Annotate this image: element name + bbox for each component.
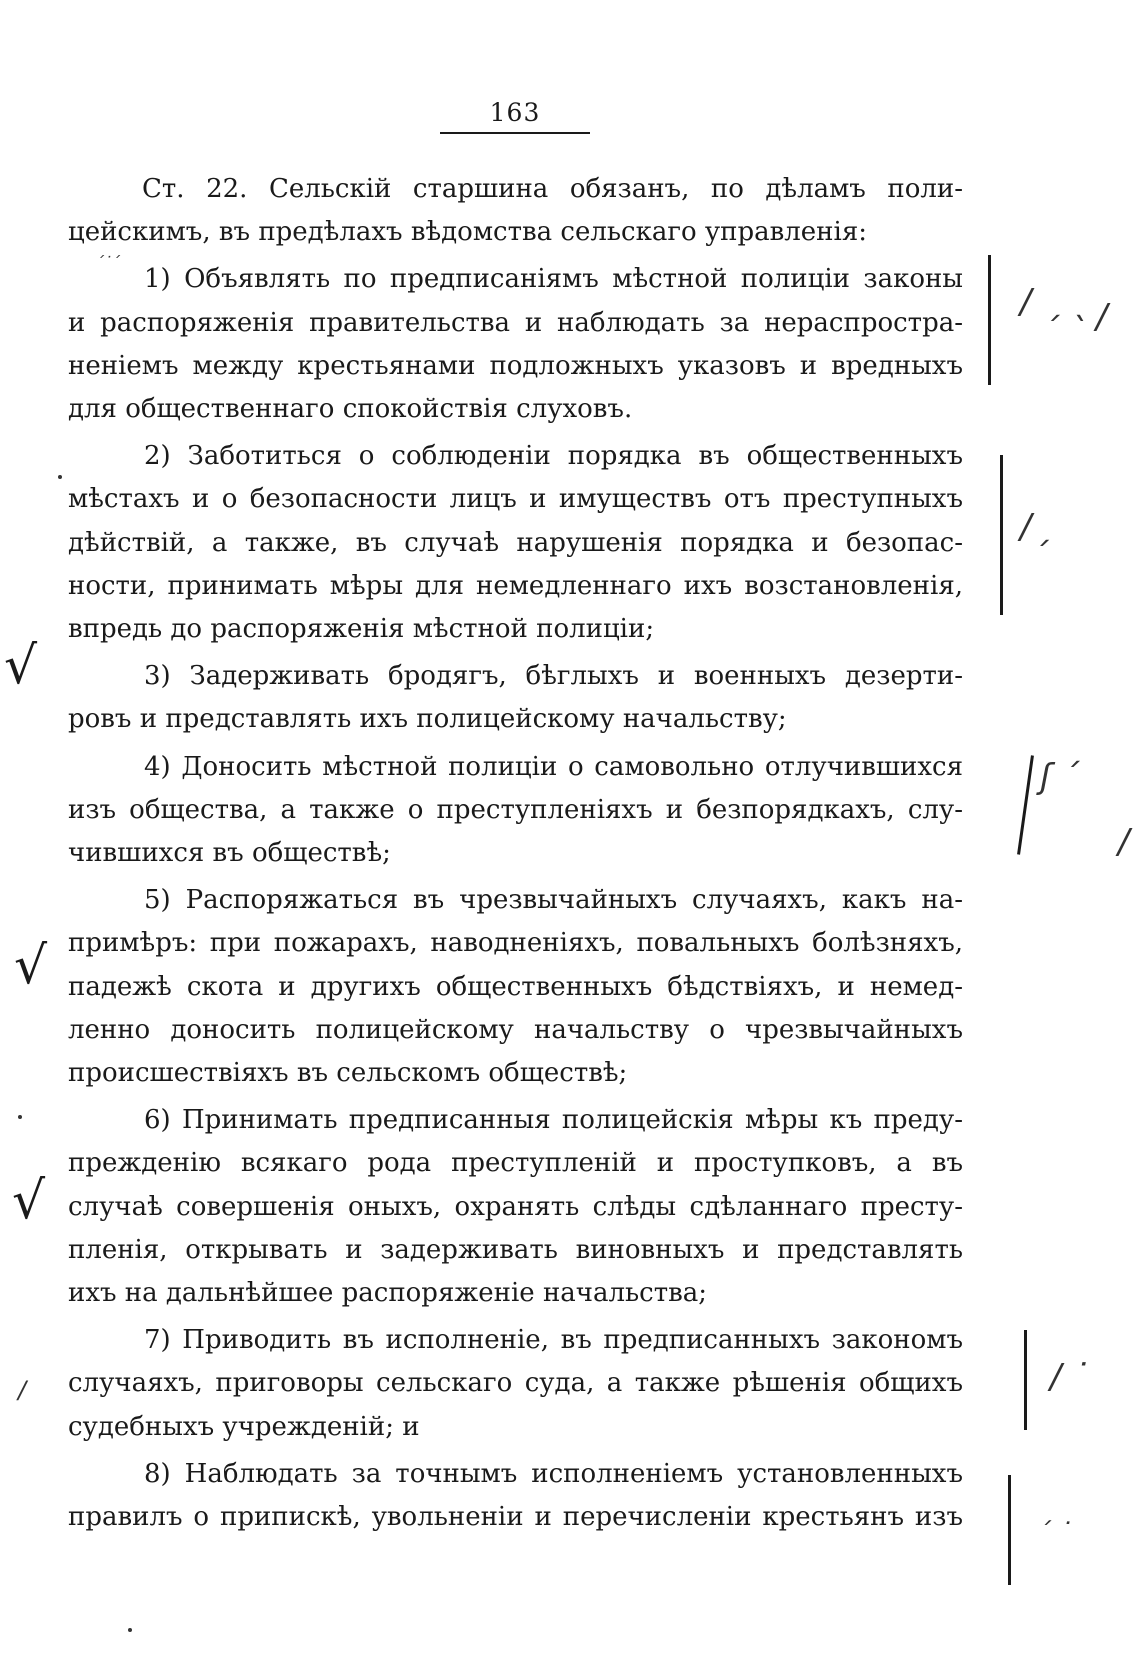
- text-line: примѣръ: при пожарахъ, наводненіяхъ, повальныхъ болѣзняхъ,: [68, 928, 963, 959]
- text-line: для общественнаго спокойствія слуховъ.: [68, 394, 633, 425]
- ink-speck: [58, 475, 62, 479]
- text-line: прежденію всякаго рода преступленій и проступковъ, а въ: [68, 1148, 963, 1179]
- text-line: правилъ о припискѣ, увольненіи и перечисленіи крестьянъ изъ: [68, 1502, 963, 1533]
- page-number: 163: [489, 98, 541, 127]
- text-line: судебныхъ учрежденій; и: [68, 1411, 420, 1442]
- text-line: ленно доносить полицейскому начальству о чрезвычайныхъ: [68, 1014, 963, 1045]
- text-line: 3) Задерживать бродягъ, бѣглыхъ и военныхъ дезерти-: [144, 661, 963, 692]
- pencil-scribble-icon: / ˏ ˎ: [1020, 282, 1088, 322]
- item-4: [68, 746, 963, 876]
- text-line: впредь до распоряженія мѣстной полиціи;: [68, 614, 655, 645]
- text-line: 5) Распоряжаться въ чрезвычайныхъ случаяхъ, какъ на-: [144, 885, 963, 916]
- item-5: [68, 879, 963, 1095]
- text-line: неніемъ между крестьянами подложныхъ указовъ и вредныхъ: [68, 350, 963, 381]
- text-line: и распоряженія правительства и наблюдать за нераспростра-: [68, 307, 963, 338]
- article-text: [68, 168, 963, 1539]
- pencil-tick-icon: /: [18, 1376, 27, 1404]
- checkmark-icon: √: [12, 1171, 46, 1231]
- text-line: дѣйствій, а также, въ случаѣ нарушенія порядка и безопас-: [68, 527, 963, 558]
- text-line: 2) Заботиться о соблюденіи порядка въ общественныхъ: [144, 441, 963, 472]
- item-7: [68, 1319, 963, 1449]
- ink-speck: [128, 1628, 132, 1632]
- pencil-scribble-icon: /: [1118, 822, 1130, 862]
- item-8: [68, 1453, 963, 1539]
- article-heading-paragraph: [68, 168, 963, 254]
- margin-bar-icon: [1008, 1475, 1011, 1585]
- text-line: случаѣ совершенія оныхъ, охранять слѣды сдѣланнаго престу-: [68, 1191, 963, 1222]
- text-line: 6) Принимать предписанныя полицейскія мѣры къ преду-: [144, 1105, 963, 1136]
- pencil-scribble-icon: /ˏ: [1020, 507, 1049, 547]
- ink-speck: [18, 1115, 22, 1119]
- text-line: изъ общества, а также о преступленіяхъ и безпорядкахъ, слу-: [68, 794, 963, 825]
- pencil-scribble-icon: /: [1096, 297, 1108, 337]
- margin-bar-icon: [1000, 455, 1003, 615]
- text-line: падежѣ скота и другихъ общественныхъ бѣдствіяхъ, и немед-: [68, 971, 963, 1002]
- text-line: ровъ и представлять ихъ полицейскому начальству;: [68, 704, 787, 735]
- pencil-scribble-icon: ʃ ˊ: [1040, 757, 1080, 797]
- text-line: цейскимъ, въ предѣлахъ вѣдомства сельскаго управленія:: [68, 217, 867, 248]
- pencil-scribble-icon: ˊ ˙: [1038, 1518, 1073, 1548]
- text-line: мѣстахъ и о безопасности лицъ и имуществъ отъ преступныхъ: [68, 484, 963, 515]
- pencil-scribble-icon: / ˙: [1050, 1357, 1090, 1397]
- text-line: происшествіяхъ въ сельскомъ обществѣ;: [68, 1058, 628, 1089]
- text-line: Ст. 22. Сельскій старшина обязанъ, по дѣламъ поли-: [142, 174, 963, 204]
- text-line: 7) Приводить въ исполненіе, въ предписанныхъ закономъ: [144, 1325, 963, 1356]
- text-line: 4) Доносить мѣстной полиціи о самовольно отлучившихся: [144, 751, 963, 782]
- text-line: пленія, открывать и задерживать виновныхъ и представлять: [68, 1234, 963, 1265]
- item-1: [68, 258, 963, 431]
- text-line: случаяхъ, приговоры сельскаго суда, а также рѣшенія общихъ: [68, 1368, 963, 1399]
- text-line: ности, принимать мѣры для немедленнаго ихъ возстановленія,: [68, 570, 963, 601]
- pencil-tick-icon: ˊ˙ˊ: [96, 253, 120, 272]
- page-number-rule: [440, 132, 590, 134]
- margin-bar-icon: [1017, 755, 1034, 854]
- margin-bar-icon: [988, 255, 991, 385]
- text-line: чившихся въ обществѣ;: [68, 838, 391, 869]
- text-line: ихъ на дальнѣйшее распоряженіе начальства;: [68, 1278, 707, 1309]
- text-line: 8) Наблюдать за точнымъ исполненіемъ установленныхъ: [144, 1458, 963, 1489]
- checkmark-icon: √: [4, 636, 38, 696]
- checkmark-icon: √: [14, 936, 48, 996]
- margin-bar-icon: [1024, 1330, 1027, 1430]
- text-line: 1) Объявлять по предписаніямъ мѣстной полиціи законы: [144, 264, 963, 295]
- item-2: [68, 435, 963, 651]
- item-3: [68, 655, 963, 741]
- item-6: [68, 1099, 963, 1315]
